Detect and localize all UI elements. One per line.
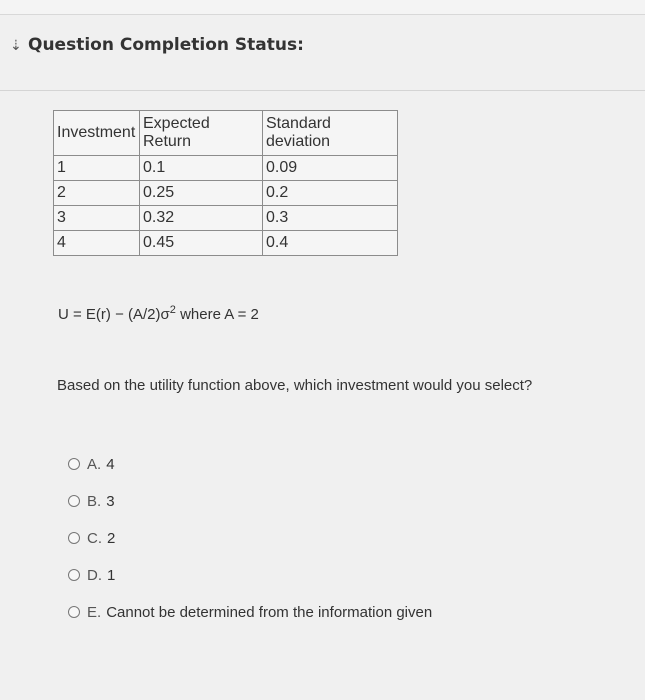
option-c[interactable]: [68, 526, 432, 550]
option-a[interactable]: [68, 452, 432, 476]
option-b[interactable]: [68, 489, 432, 513]
table-cell: 0.3: [263, 206, 398, 231]
question-text: Based on the utility function above, which investment would you select?: [57, 377, 533, 394]
table-row: [54, 181, 398, 206]
chevron-down-icon[interactable]: ⇣: [10, 37, 22, 53]
question-status-header[interactable]: [0, 28, 645, 74]
radio-button[interactable]: [68, 532, 80, 544]
table-cell: 2: [54, 181, 140, 206]
option-label: 3: [106, 492, 115, 510]
table-cell: 0.2: [263, 181, 398, 206]
radio-button[interactable]: [68, 606, 80, 618]
option-label: 4: [106, 455, 115, 473]
table-cell: 0.32: [140, 206, 263, 231]
table-cell: 0.1: [140, 156, 263, 181]
option-d[interactable]: [68, 563, 432, 587]
table-row: [54, 156, 398, 181]
formula-suffix: where A = 2: [175, 306, 259, 323]
option-label: 1: [107, 566, 116, 584]
investment-table: [53, 110, 398, 256]
option-letter: D.: [87, 566, 102, 584]
formula-exponent: 2: [169, 304, 176, 316]
utility-formula: [58, 304, 259, 323]
table-row: [54, 231, 398, 256]
option-letter: E.: [87, 603, 102, 621]
page-title: Question Completion Status:: [28, 35, 304, 55]
option-label: Cannot be determined from the information given: [106, 603, 433, 621]
table-header-row: [54, 111, 398, 156]
option-letter: C.: [87, 529, 102, 547]
table-cell: 3: [54, 206, 140, 231]
top-bar: [0, 0, 645, 15]
formula-text: U = E(r) − (A/2)σ: [58, 306, 170, 323]
table-row: [54, 206, 398, 231]
table-cell: 0.09: [263, 156, 398, 181]
radio-button[interactable]: [68, 458, 80, 470]
column-header: Standard deviation: [263, 111, 398, 156]
column-header: Investment: [54, 111, 140, 156]
option-letter: A.: [87, 455, 102, 473]
table-cell: 4: [54, 231, 140, 256]
radio-button[interactable]: [68, 495, 80, 507]
answer-options: [68, 452, 432, 637]
table-cell: 0.25: [140, 181, 263, 206]
column-header: Expected Return: [140, 111, 263, 156]
option-label: 2: [107, 529, 116, 547]
table-cell: 0.4: [263, 231, 398, 256]
option-letter: B.: [87, 492, 102, 510]
radio-button[interactable]: [68, 569, 80, 581]
table-cell: 0.45: [140, 231, 263, 256]
divider: [0, 90, 645, 91]
table-cell: 1: [54, 156, 140, 181]
option-e[interactable]: [68, 600, 432, 624]
